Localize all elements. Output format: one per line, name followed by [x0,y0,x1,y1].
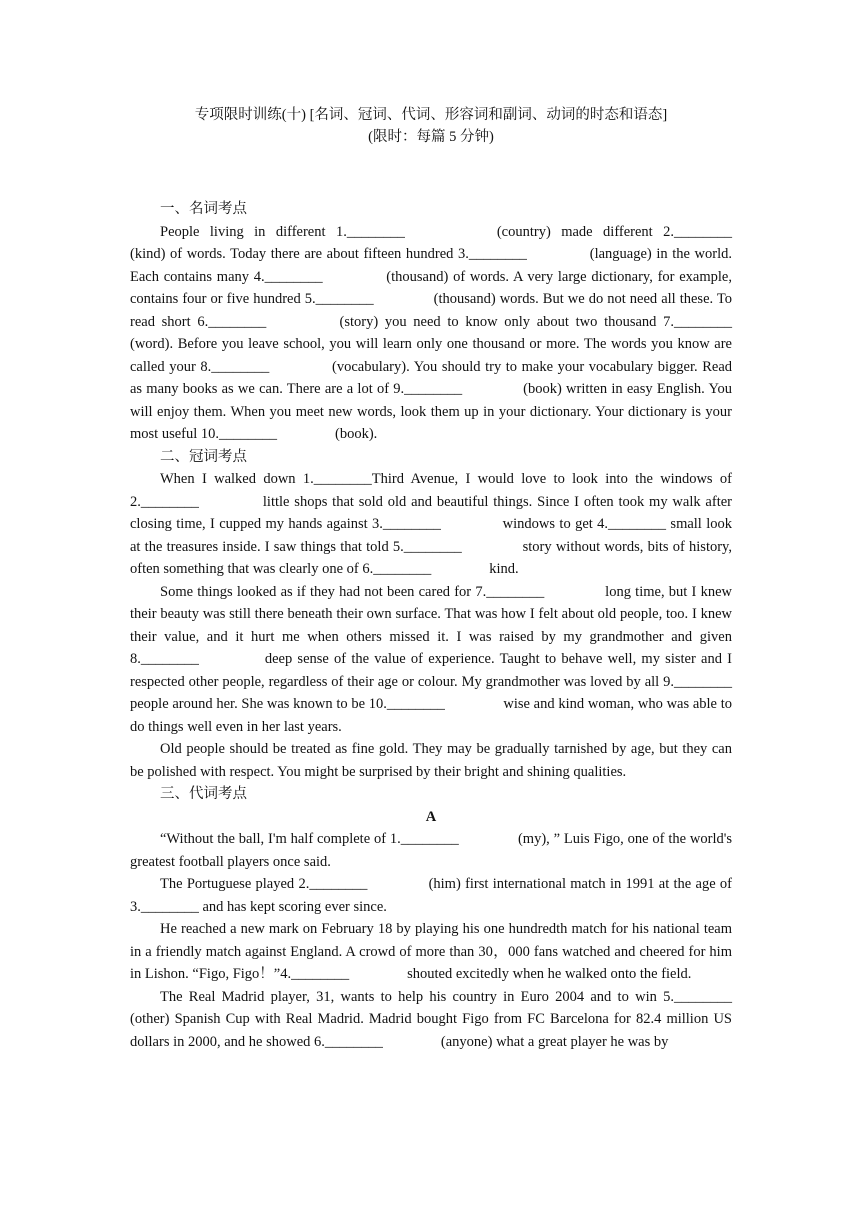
paragraph: People living in different 1.________ (country) made different 2.________ (kind) of words. Today there are about fifteen hundred 3.________ (language) in the world. Each contains many 4.________ (thousand) of words. A very large dictionary, for example, contains four or five hundred 5.________ (thousand) words. But we do not need all these. To read short 6.________ (story) you need to know only about two thousand 7.________ (word). Before you leave school, you will learn only one thousand or more. The words you know are called your 8.________ (vocabulary). You should try to make your vocabulary bigger. Read as many books as we can. There are a lot of 9.________ (book) written in easy English. You will enjoy them. When you meet new words, look them up in your dictionary. Your dictionary is your most useful 10.________ (book). [130,223,790,442]
time-limit-subtitle: (限时：每篇 5 分钟) [368,129,494,145]
paragraph: When I walked down 1.________Third Avenue, I would love to look into the windows of 2.________ little shops that sold old and beautiful things. Since I often took my walk after closing time, I cupped my hands against 3.________ windows to get 4.________ small look at the treasures inside. I saw things that told 5.________ story without words, bits of history, often something that was clearly one of 6.________ kind. [130,471,732,577]
paragraph: The Portuguese played 2.________ (him) first international match in 1991 at the age of 3.________ and has kept scoring ever since. [130,876,732,915]
paragraph: Old people should be treated as fine gold. They may be gradually tarnished by age, but they can be polished with respect. You might be surprised by their bright and shining qualities. [130,741,732,780]
section-heading-pronouns: 三、代词考点 [160,786,247,802]
paragraph: The Real Madrid player, 31, wants to help his country in Euro 2004 and to win 5.________ (other) Spanish Cup with Real Madrid. Madrid bought Figo from FC Barcelona for 82.4 million US dollars in 2000, and he showed 6.________ (anyone) what a great player he was by [130,988,732,1050]
section-heading-nouns: 一、名词考点 [160,201,247,217]
paragraph: Some things looked as if they had not been cared for 7.________ long time, but I knew their beauty was still there beneath their own surface. That was how I felt about old people, too. I knew their value, and it hurt me when others missed it. I was raised by my grandmother and given 8.________ deep sense of the value of experience. Taught to behave well, my sister and I respected other people, regardless of their age or colour. My grandmother was loved by all 9.________ people around her. She was known to be 10.________ wise and kind woman, who was able to do things well even in her last years. [130,583,790,735]
spacer [130,148,732,198]
paragraph: “Without the ball, I'm half complete of 1.________ (my), ” Luis Figo, one of the world's greatest football players once said. [130,831,732,870]
paragraph: He reached a new mark on February 18 by playing his one hundredth match for his national team in a friendly match against England. A crowd of more than 30，000 fans watched and cheered for him in Lishon. “Figo, Figo！”4.________ shouted excitedly when he walked onto the field. [130,921,732,982]
section-heading-articles: 二、冠词考点 [160,448,247,465]
document-page [130,104,790,1053]
passage-label: A [425,808,437,825]
page-title: 专项限时训练(十) [名词、冠词、代词、形容词和副词、动词的时态和语态] [194,107,668,123]
